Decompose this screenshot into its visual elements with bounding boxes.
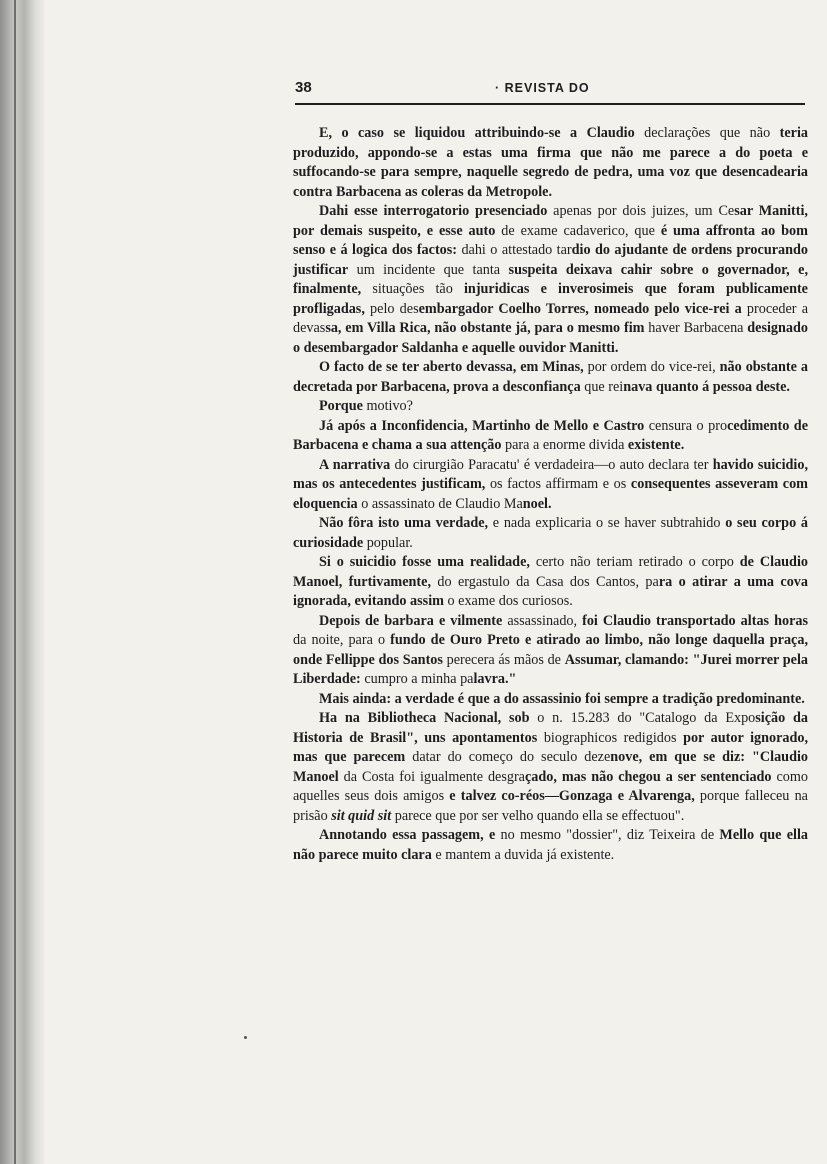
paragraph: Não fôra isto uma verdade, e nada explicaria o se haver subtrahido o seu corpo á curiosidade popular. (293, 515, 808, 551)
running-title: · REVISTA DO (495, 81, 590, 95)
paragraph: Ha na Bibliotheca Nacional, sob o n. 15.283 do "Catalogo da Exposição da Historia de Brasil", uns apontamentos biographicos redigidos por autor ignorado, mas que parecem datar do começo do seculo dezenove, em que se diz: "Claudio Manoel da Costa foi igualmente desgraçado, mas não chegou a ser sentenciado como aquelles seus dois amigos e talvez co-réos—Gonzaga e Alvarenga, porque falleceu na prisão sit quid sit parece que por ser velho quando ella se effectuou". (293, 710, 809, 824)
paragraph: Já após a Inconfidencia, Martinho de Mello e Castro censura o procedimento de Barbacena e chama a sua attenção para a enorme divida existente. (293, 417, 808, 453)
paragraph: Porque motivo? (319, 398, 413, 414)
paragraph: Mais ainda: a verdade é que a do assassinio foi sempre a tradição predominante. (319, 690, 805, 707)
header-rule (295, 103, 805, 105)
page-number: 38 (295, 79, 312, 96)
ink-speck (244, 1036, 247, 1039)
paragraph: A narrativa do cirurgião Paracatu' é verdadeira—o auto declara ter havido suicidio, mas os antecedentes justificam, os factos affirmam e os consequentes asseveram com eloquencia o assassinato de Claudio Manoel. (293, 456, 808, 512)
paragraph: E, o caso se liquidou attribuindo-se a Claudio declarações que não teria produzido, appondo-se a estas uma firma que não me parece a do poeta e suffocando-se para sempre, naquelle segredo de pedra, uma voz que desencadearia contra Barbacena as coleras da Metropole. (293, 125, 808, 200)
paragraph: Dahi esse interrogatorio presenciado apenas por dois juizes, um Cesar Manitti, por demais suspeito, e esse auto de exame cadaverico, que é uma affronta ao bom senso e á logica dos factos: dahi o attestado tardio do ajudante de ordens procurando justificar um incidente que tanta suspeita deixava cahir sobre o governador, e, finalmente, situações tão injuridicas e inverosimeis que foram publicamente profligadas, pelo desembargador Coelho Torres, nomeado pelo vice-rei a proceder a devassa, em Villa Rica, não obstante já, para o mesmo fim haver Barbacena designado o desembargador Saldanha e aquelle ouvidor Manitti. (293, 203, 809, 356)
paragraph: O facto de se ter aberto devassa, em Minas, por ordem do vice-rei, não obstante a decretada por Barbacena, prova a desconfiança que reinava quanto á pessoa deste. (293, 359, 808, 395)
book-spine-shadow (0, 0, 44, 1164)
paragraph: Si o suicidio fosse uma realidade, certo não teriam retirado o corpo de Claudio Manoel, furtivamente, do ergastulo da Casa dos Cantos, para o atirar a uma cova ignorada, evitando assim o exame dos curiosos. (293, 554, 808, 609)
paragraph: Depois de barbara e vilmente assassinado, foi Claudio transportado altas horas da noite, para o fundo de Ouro Preto e atirado ao limbo, não longe daquella praça, onde Fellippe dos Santos perecera ás mãos de Assumar, clamando: "Jurei morrer pela Liberdade: cumpro a minha palavra." (293, 612, 808, 687)
binding-line (14, 0, 16, 1164)
paragraph: Annotando essa passagem, e no mesmo "dossier", diz Teixeira de Mello que ella não parece muito clara e mantem a duvida já existente. (293, 827, 808, 863)
page-header (295, 79, 805, 103)
article-body (293, 124, 808, 865)
